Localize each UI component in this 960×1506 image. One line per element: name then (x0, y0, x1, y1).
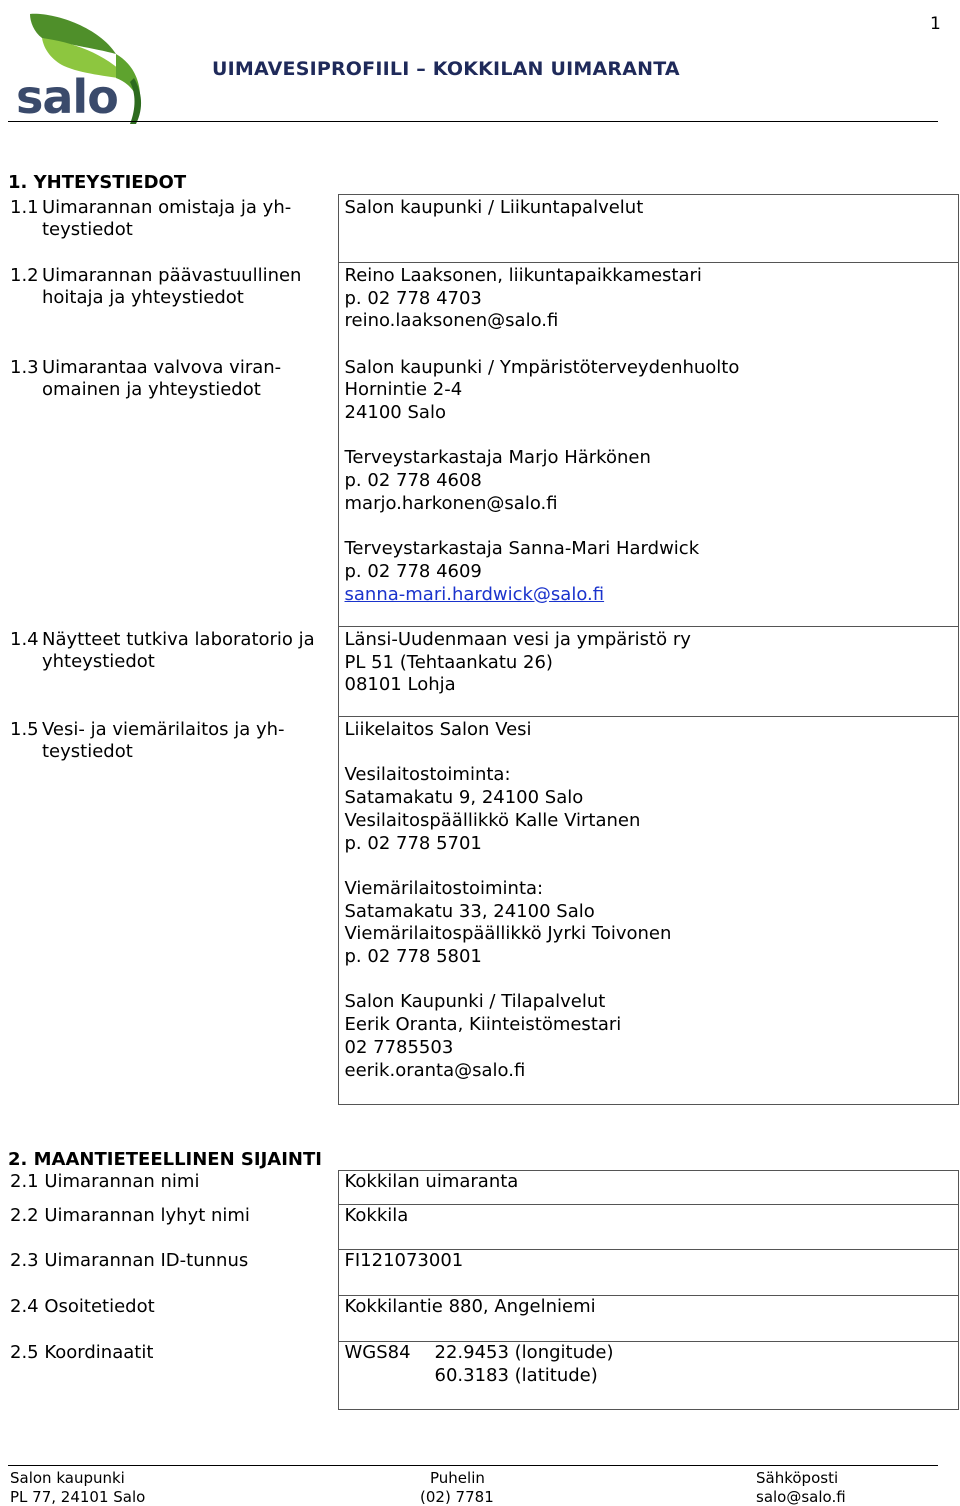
location-row (2, 1296, 958, 1342)
footer-phone-label: Puhelin (430, 1469, 485, 1487)
spacer (345, 742, 958, 765)
row-label-line: teystiedot (42, 219, 133, 241)
contact-row-value (338, 263, 958, 355)
spacer (345, 969, 958, 992)
value-line: Satamakatu 9, 24100 Salo (344, 787, 584, 809)
location-row (2, 1250, 958, 1296)
footer-phone (420, 1469, 494, 1506)
contact-row-1-1 (2, 195, 958, 263)
coordinates-value (338, 1342, 958, 1410)
value-line: eerik.oranta@salo.fi (344, 1059, 526, 1081)
value-line: p. 02 778 5801 (344, 946, 482, 967)
contact-row-label (2, 195, 338, 263)
value-line: marjo.harkonen@salo.fi (344, 492, 558, 514)
value-line: Reino Laaksonen, liikuntapaikkamestari (344, 265, 702, 286)
location-row-label: 2.3 Uimarannan ID-tunnus (2, 1250, 338, 1296)
document-title: UIMAVESIPROFIILI – KOKKILAN UIMARANTA (212, 58, 680, 80)
spacer (345, 855, 958, 878)
row-number: 1.1 (10, 196, 39, 218)
row-number: 1.2 (10, 264, 39, 286)
footer-postal: PL 77, 24101 Salo (10, 1488, 146, 1506)
contact-row-1-3 (2, 355, 958, 627)
header-divider (8, 121, 938, 122)
contact-row-value (338, 717, 958, 1105)
footer-email (756, 1469, 846, 1506)
value-line: Salon Kaupunki / Tilapalvelut (344, 991, 606, 1013)
location-row (2, 1171, 958, 1205)
row-label-line: yhteystiedot (42, 651, 155, 673)
latitude: 60.3183 (latitude) (434, 1364, 598, 1386)
page-number: 1 (930, 14, 941, 34)
contact-row-value (338, 627, 958, 717)
value-line: Viemärilaitospäällikkö Jyrki Toivonen (344, 923, 672, 945)
row-label-line: Vesi- ja viemärilaitos ja yh- (42, 718, 285, 740)
row-label-line: Uimarannan omistaja ja yh- (42, 196, 292, 218)
value-line: Eerik Oranta, Kiinteistömestari (344, 1014, 622, 1036)
footer-org: Salon kaupunki (10, 1469, 125, 1487)
contact-row-1-4 (2, 627, 958, 717)
location-row (2, 1205, 958, 1250)
section-1-heading: 1. YHTEYSTIEDOT (8, 172, 187, 193)
row-label-line: Uimarantaa valvova viran- (42, 356, 282, 378)
contact-row-label (2, 717, 338, 1105)
footer-divider (8, 1465, 938, 1466)
value-line: Terveystarkastaja Sanna-Mari Hardwick (344, 538, 700, 560)
location-table (2, 1170, 959, 1410)
location-row-value: Kokkilantie 880, Angelniemi (338, 1296, 958, 1342)
value-line: Salon kaupunki / Liikuntapalvelut (344, 197, 644, 218)
value-line: p. 02 778 4609 (344, 560, 482, 582)
logo-text: salo (16, 70, 118, 124)
value-line: 02 7785503 (344, 1036, 454, 1058)
location-row-value: FI121073001 (338, 1250, 958, 1296)
coordinate-system: WGS84 (344, 1342, 411, 1363)
contact-row-label (2, 627, 338, 717)
footer-phone-number: (02) 7781 (420, 1488, 494, 1506)
coordinates-label: 2.5 Koordinaatit (2, 1342, 338, 1410)
row-label-line: Uimarannan päävastuullinen (42, 264, 302, 286)
row-label-line: omainen ja yhteystiedot (42, 379, 261, 401)
value-line: PL 51 (Tehtaankatu 26) (344, 651, 553, 673)
value-line: Hornintie 2-4 (344, 379, 463, 401)
contact-row-label (2, 263, 338, 355)
email-link[interactable]: sanna-mari.hardwick@salo.fi (344, 583, 605, 605)
contact-row-value (338, 195, 958, 263)
footer-email-address: salo@salo.fi (756, 1488, 846, 1506)
value-line: Salon kaupunki / Ympäristöterveydenhuolto (344, 356, 740, 378)
location-row-label: 2.2 Uimarannan lyhyt nimi (2, 1205, 338, 1250)
row-number: 1.4 (10, 628, 39, 650)
value-line: 24100 Salo (344, 401, 446, 423)
value-line: Satamakatu 33, 24100 Salo (344, 900, 595, 922)
contact-row-1-2 (2, 263, 958, 355)
contacts-table (2, 194, 959, 1105)
value-line: Vesilaitospäällikkö Kalle Virtanen (344, 809, 641, 831)
value-line: Terveystarkastaja Marjo Härkönen (344, 447, 651, 469)
value-line: p. 02 778 5701 (344, 832, 482, 854)
value-line: reino.laaksonen@salo.fi (344, 310, 559, 332)
row-label-line: Näytteet tutkiva laboratorio ja (42, 628, 315, 650)
contact-row-value (338, 355, 958, 627)
spacer (345, 425, 958, 448)
location-row-value: Kokkilan uimaranta (338, 1171, 958, 1205)
value-line: Viemärilaitostoiminta: (344, 877, 544, 899)
value-line: Vesilaitostoiminta: (344, 764, 511, 786)
coordinates-row (2, 1342, 958, 1410)
row-number: 1.3 (10, 356, 39, 378)
row-number: 1.5 (10, 718, 39, 740)
row-label-line: teystiedot (42, 741, 133, 763)
contact-row-label (2, 355, 338, 627)
row-label-line: hoitaja ja yhteystiedot (42, 287, 244, 309)
salo-logo (12, 8, 152, 128)
contact-row-1-5 (2, 717, 958, 1105)
location-row-label: 2.4 Osoitetiedot (2, 1296, 338, 1342)
location-row-label: 2.1 Uimarannan nimi (2, 1171, 338, 1205)
spacer (345, 515, 958, 538)
longitude: 22.9453 (longitude) (434, 1342, 614, 1363)
value-line: p. 02 778 4703 (344, 287, 482, 309)
footer-email-label: Sähköposti (756, 1469, 839, 1487)
footer-address (10, 1469, 145, 1506)
value-line: p. 02 778 4608 (344, 470, 482, 491)
value-line: Länsi-Uudenmaan vesi ja ympäristö ry (344, 629, 691, 650)
value-line: 08101 Lohja (344, 674, 456, 696)
location-row-value: Kokkila (338, 1205, 958, 1250)
section-2-heading: 2. MAANTIETEELLINEN SIJAINTI (8, 1149, 322, 1170)
value-line: Liikelaitos Salon Vesi (344, 719, 532, 740)
